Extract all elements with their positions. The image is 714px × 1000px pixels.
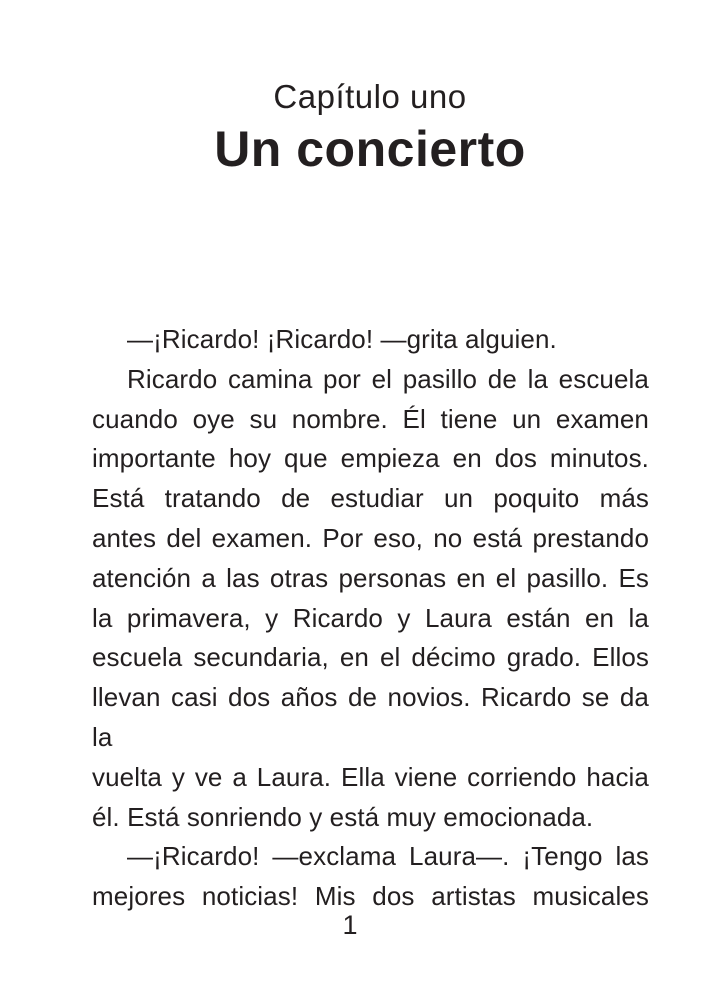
paragraph (92, 320, 649, 360)
page-number: 1 (342, 910, 358, 940)
chapter-header (13, 76, 714, 180)
paragraph (92, 837, 649, 917)
text-line: escuela secundaria, en el décimo grado. Ellos (92, 642, 649, 673)
text-line: la primavera, y Ricardo y Laura están en la (92, 602, 649, 633)
body-text (92, 320, 649, 917)
text-line: —¡Ricardo! —exclama Laura—. ¡Tengo las (127, 841, 649, 872)
text-line: Está tratando de estudiar un poquito más (92, 483, 649, 514)
text-line: atención a las otras personas en el pasillo. Es (92, 562, 649, 593)
text-line: importante hoy que empieza en dos minutos. (92, 443, 649, 474)
text-line: vuelta y ve a Laura. Ella viene corriendo hacia (92, 761, 649, 792)
text-line: Ricardo camina por el pasillo de la escuela (127, 363, 649, 394)
chapter-label: Capítulo uno (273, 78, 467, 115)
text-line: él. Está sonriendo y está muy emocionada. (92, 801, 594, 832)
text-line: mejores noticias! Mis dos artistas musicales (92, 881, 649, 912)
text-line: llevan casi dos años de novios. Ricardo se da la (92, 682, 649, 752)
text-line: —¡Ricardo! ¡Ricardo! —grita alguien. (127, 324, 557, 354)
text-line: antes del examen. Por eso, no está prestando (92, 522, 649, 553)
text-line: cuando oye su nombre. Él tiene un examen (92, 403, 649, 434)
chapter-title: Un concierto (214, 121, 526, 177)
paragraph (92, 360, 649, 838)
